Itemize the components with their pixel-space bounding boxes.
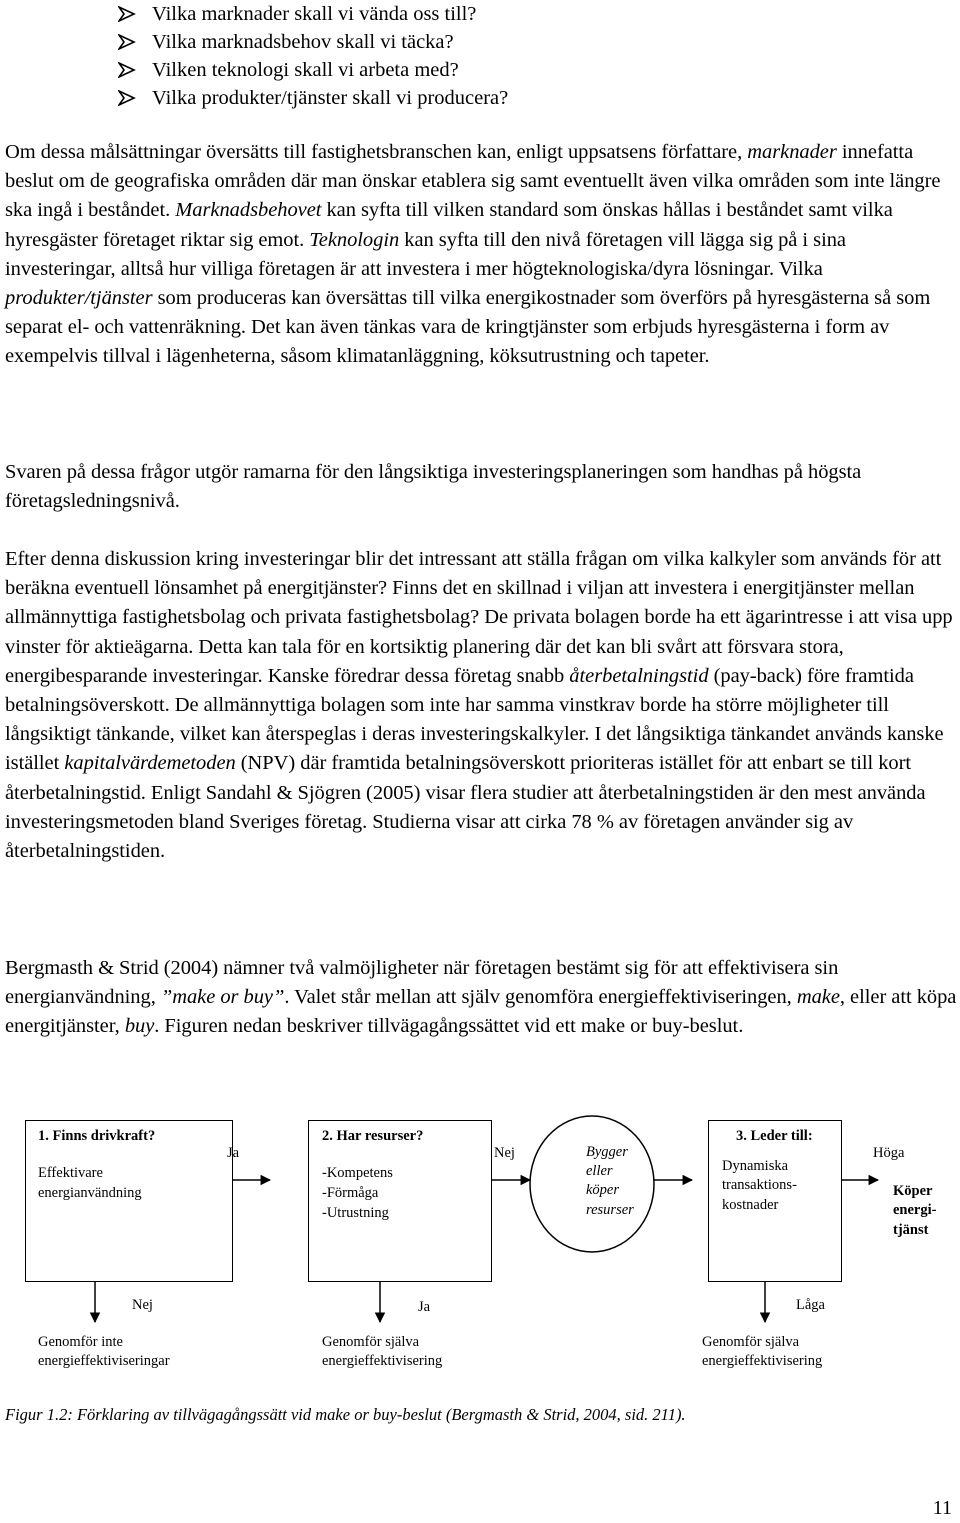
outcome-3-line: Genomför själva (702, 1334, 800, 1350)
paragraph-make-or-buy (5, 954, 960, 1042)
paragraph-calculations (5, 545, 960, 866)
label-nej-2: Nej (132, 1297, 153, 1313)
list-item-text: Vilka produkter/tjänster skall vi producera? (152, 87, 509, 109)
list-item (118, 0, 938, 28)
arrow-bullet-icon (118, 6, 152, 22)
list-item (118, 56, 938, 84)
box2-title: 2. Har resurser? (322, 1128, 424, 1144)
figure-caption: Figur 1.2: Förklaring av tillvägagångssätt vid make or buy-beslut (Bergmasth & Strid, 2004, sid. 211). (5, 1405, 686, 1424)
outcome-2-line: Genomför själva (322, 1334, 420, 1350)
label-nej-1: Nej (494, 1145, 515, 1161)
outcome-1-line: energieffektiviseringar (38, 1353, 170, 1369)
make-or-buy-diagram (0, 1100, 960, 1400)
list-item-text: Vilken teknologi skall vi arbeta med? (152, 59, 459, 81)
term-aterbetalningstid: återbetalningstid (569, 664, 709, 687)
text-run: kan syfta till den nivå företagen vill lägga sig på i sina investeringar, alltså hur villiga företagen är att investera i mer högteknologiska/dyra lösningar. Vilka (5, 228, 846, 280)
circle-line: köper (586, 1182, 620, 1198)
text-run: . Figuren nedan beskriver tillvägagångssättet vid ett make or buy-beslut. (154, 1015, 744, 1038)
circle-line: resurser (586, 1202, 634, 1218)
arrow-bullet-icon (118, 90, 152, 106)
outcome-1-line: Genomför inte (38, 1334, 123, 1350)
paragraph-framework: Svaren på dessa frågor utgör ramarna för den långsiktiga investeringsplaneringen som handhas på högsta företagsledningsnivå. (5, 461, 862, 513)
box2-line: -Kompetens (322, 1165, 393, 1181)
text-run: . Valet står mellan att själv genomföra energieffektiviseringen, (284, 986, 797, 1009)
text-run: innefatta beslut om de geografiska områden där man önskar etablera sig samt eventuellt även vilka områden som inte längre ska ingå i beståndet. (5, 141, 941, 222)
term-marknadsbehovet: Marknadsbehovet (175, 199, 322, 222)
box3-line: Dynamiska (722, 1158, 789, 1174)
term-buy: buy (124, 1015, 155, 1038)
box1-line: energianvändning (38, 1185, 142, 1201)
label-laga: Låga (796, 1297, 825, 1313)
list-item (118, 84, 938, 112)
list-item (118, 28, 938, 56)
term-make: make (796, 986, 840, 1009)
box2-line: -Utrustning (322, 1205, 389, 1221)
list-item-text: Vilka marknadsbehov skall vi täcka? (152, 31, 454, 53)
box3-title: 3. Leder till: (736, 1128, 813, 1144)
buy-line: energi- (893, 1202, 937, 1218)
text-run: kan syfta till vilken standard som önskas hållas i beståndet samt vilka hyresgäster företaget riktar sig emot. (5, 199, 893, 251)
paragraph-targets (5, 138, 960, 372)
box2-line: -Förmåga (322, 1185, 379, 1201)
buy-line: tjänst (893, 1222, 929, 1238)
term-marknader: marknader (747, 141, 837, 163)
outcome-2-line: energieffektivisering (322, 1353, 443, 1369)
text-run: Bergmasth & Strid (2004) nämner två valmöjligheter när företagen bestämt sig för att effektivisera sin energianvändning, (5, 957, 839, 1009)
label-ja-1: Ja (227, 1145, 240, 1161)
term-produkter-tjanster: produkter/tjänster (5, 287, 153, 310)
arrow-bullet-icon (118, 62, 152, 78)
text-run: Om dessa målsättningar översätts till fastighetsbranschen kan, enligt uppsatsens författare, (5, 141, 748, 163)
buy-line: Köper (893, 1183, 933, 1199)
box1-title: 1. Finns drivkraft? (38, 1128, 156, 1144)
page-number: 11 (932, 1497, 952, 1519)
label-hoga: Höga (873, 1145, 905, 1161)
circle-line: Bygger (586, 1144, 628, 1160)
box3-line: transaktions- (722, 1177, 797, 1193)
arrow-bullet-icon (118, 34, 152, 50)
text-run: (pay-back) före framtida betalningsöverskott. De allmännyttiga bolagen som inte har samma vinstkrav borde ha större möjligheter till långsiktigt tänkande, vilket kan återspeglas i deras investeringskalkyler. I det långsiktiga tänkandet används kanske istället (5, 664, 944, 775)
box1-line: Effektivare (38, 1165, 103, 1181)
circle-line: eller (586, 1163, 613, 1179)
outcome-3-line: energieffektivisering (702, 1353, 823, 1369)
question-list (118, 0, 938, 112)
label-ja-2: Ja (418, 1299, 431, 1315)
term-make-or-buy: ”make or buy” (160, 986, 285, 1009)
text-run: , eller att köpa energitjänster, (5, 986, 957, 1038)
term-teknologin: Teknologin (309, 228, 400, 251)
term-kapitalvardemetoden: kapitalvärdemetoden (64, 752, 236, 775)
text-run: (NPV) där framtida betalningsöverskott prioriteras istället för att enbart se till kort återbetalningstid. Enligt Sandahl & Sjögren (2005) visar flera studier att återbetalningstiden är den mest använda investeringsmetoden bland Sveriges företag. Studierna visar att cirka 78 % av företagen använder sig av återbetalningstiden. (5, 752, 926, 863)
list-item-text: Vilka marknader skall vi vända oss till? (152, 3, 477, 25)
box3-line: kostnader (722, 1197, 779, 1213)
text-run: Efter denna diskussion kring investeringar blir det intressant att ställa frågan om vilka kalkyler som används för att beräkna eventuell lönsamhet på energitjänster? Finns det en skillnad i viljan att investera i energitjänster mellan allmännyttiga fastighetsbolag och privata fastighetsbolag? De privata bolagen borde ha ett ägarintresse i att visa upp vinster för aktieägarna. Detta kan tala för en kortsiktig planering där det kan bli svårt att försvara stora, energibesparande investeringar. Kanske föredrar dessa företag snabb (5, 548, 953, 687)
text-run: som produceras kan översättas till vilka energikostnader som överförs på hyresgästerna så som separat el- och vattenräkning. Det kan även tänkas vara de kringtjänster som erbjuds hyresgästerna i form av exempelvis tillval i lägenheterna, såsom klimatanläggning, köksutrustning och tapeter. (5, 287, 931, 368)
